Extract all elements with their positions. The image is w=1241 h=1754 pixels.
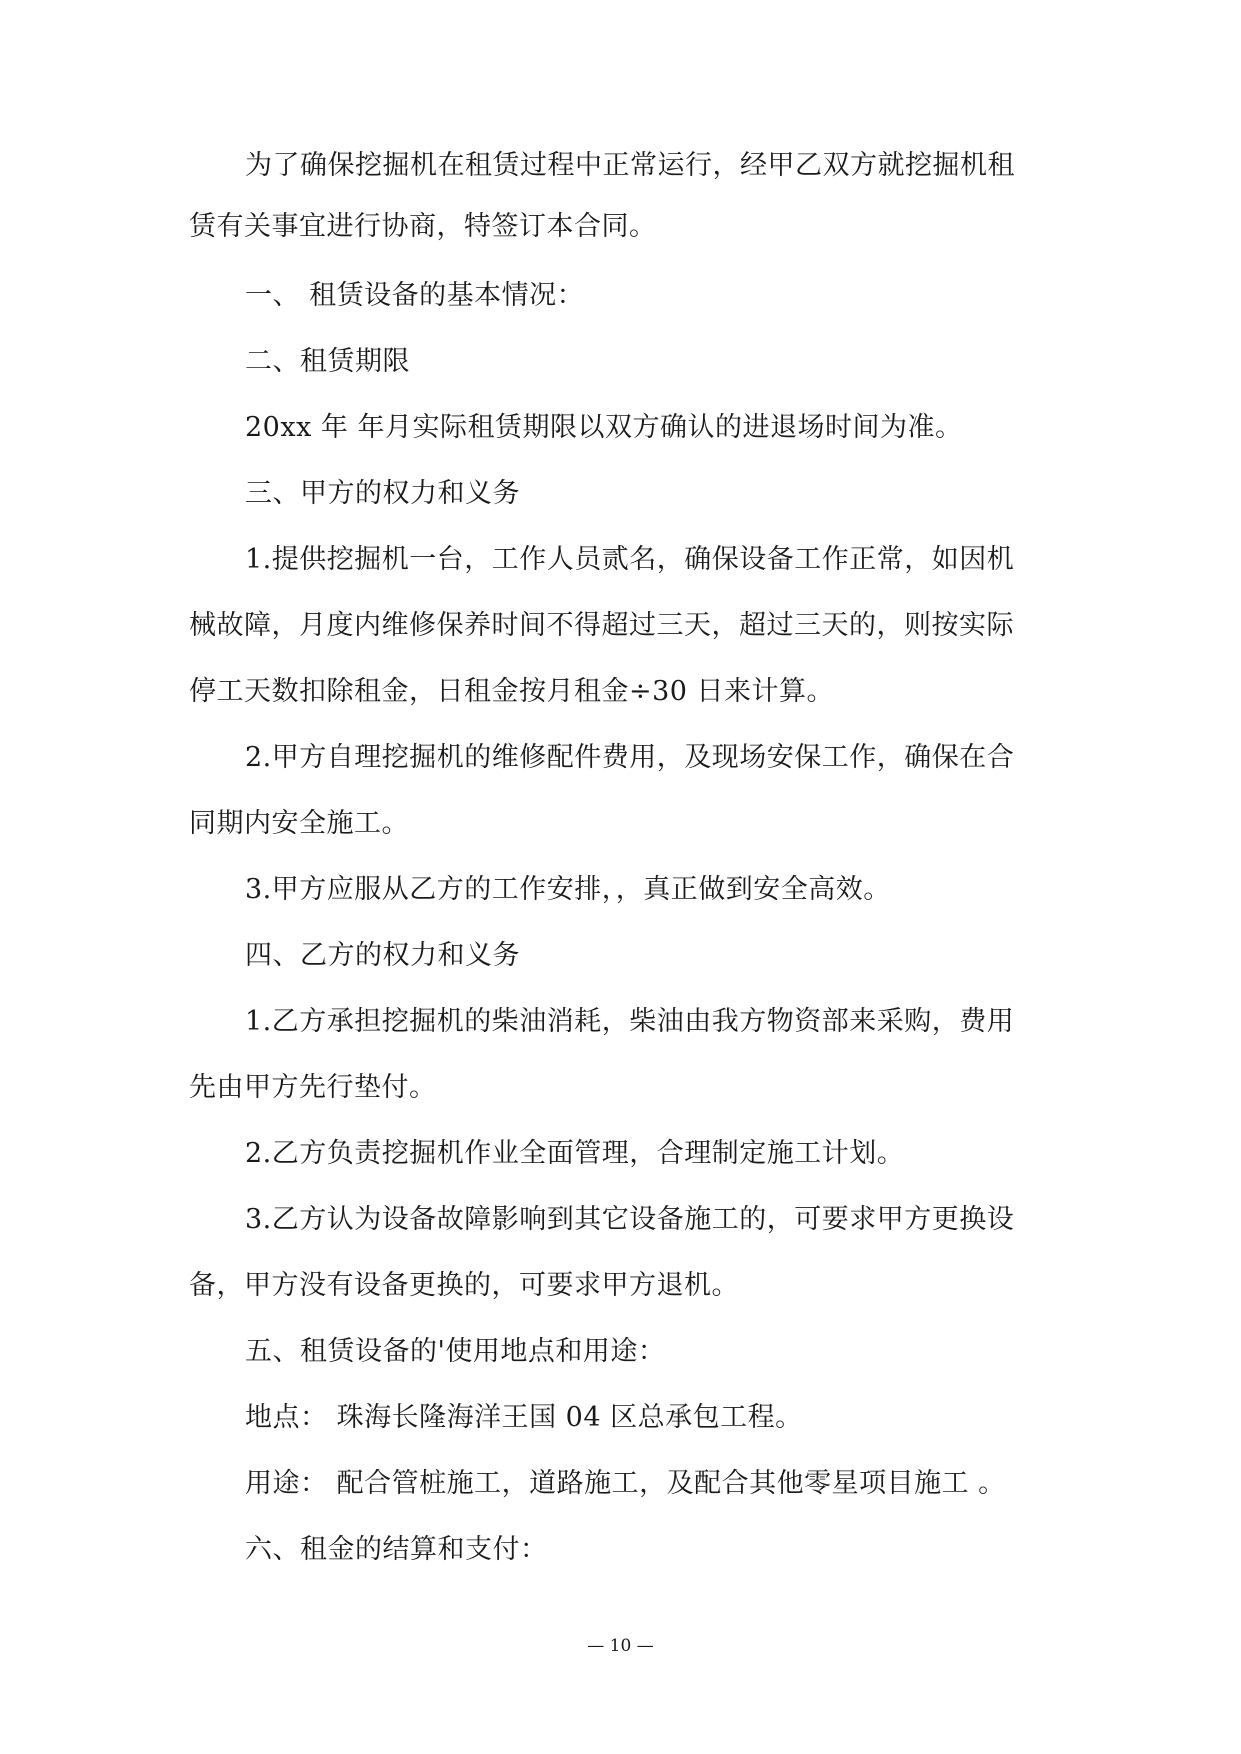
section-heading: 一、 租赁设备的基本情况：: [245, 280, 585, 311]
paragraph-line: 2.甲方自理挖掘机的维修配件费用，及现场安保工作，确保在合: [245, 742, 1015, 773]
paragraph-line: 地点： 珠海长隆海洋王国 04 区总承包工程。: [245, 1402, 803, 1433]
paragraph-line: 先由甲方先行垫付。: [189, 1072, 437, 1103]
section-heading: 六、租金的结算和支付：: [245, 1534, 548, 1565]
paragraph-line: 1.乙方承担挖掘机的柴油消耗，柴油由我方物资部来采购，费用: [245, 1006, 1015, 1037]
paragraph-line: 1.提供挖掘机一台，工作人员贰名，确保设备工作正常，如因机: [245, 544, 1015, 575]
paragraph-line: 2.乙方负责挖掘机作业全面管理，合理制定施工计划。: [245, 1138, 905, 1169]
page-number: — 10 —: [587, 1636, 654, 1656]
paragraph-line: 20xx 年 年月实际租赁期限以双方确认的进退场时间为准。: [245, 412, 963, 443]
section-heading: 五、租赁设备的'使用地点和用途：: [245, 1336, 666, 1367]
paragraph-line: 为了确保挖掘机在租赁过程中正常运行，经甲乙双方就挖掘机租: [245, 150, 1015, 181]
paragraph-line: 3.甲方应服从乙方的工作安排，，真正做到安全高效。: [245, 874, 891, 905]
paragraph-line: 械故障，月度内维修保养时间不得超过三天，超过三天的，则按实际: [189, 610, 1014, 641]
paragraph-line: 备，甲方没有设备更换的，可要求甲方退机。: [189, 1270, 739, 1301]
section-heading: 三、甲方的权力和义务: [245, 478, 520, 509]
section-heading: 二、租赁期限: [245, 346, 410, 377]
paragraph-line: 3.乙方认为设备故障影响到其它设备施工的，可要求甲方更换设: [245, 1204, 1015, 1235]
paragraph-line: 停工天数扣除租金，日租金按月租金÷30 日来计算。: [189, 676, 835, 707]
section-heading: 四、乙方的权力和义务: [245, 940, 520, 971]
paragraph-line: 用途： 配合管桩施工，道路施工，及配合其他零星项目施工 。: [245, 1468, 1006, 1499]
paragraph-line: 赁有关事宜进行协商，特签订本合同。: [189, 211, 657, 242]
paragraph-line: 同期内安全施工。: [189, 808, 409, 839]
